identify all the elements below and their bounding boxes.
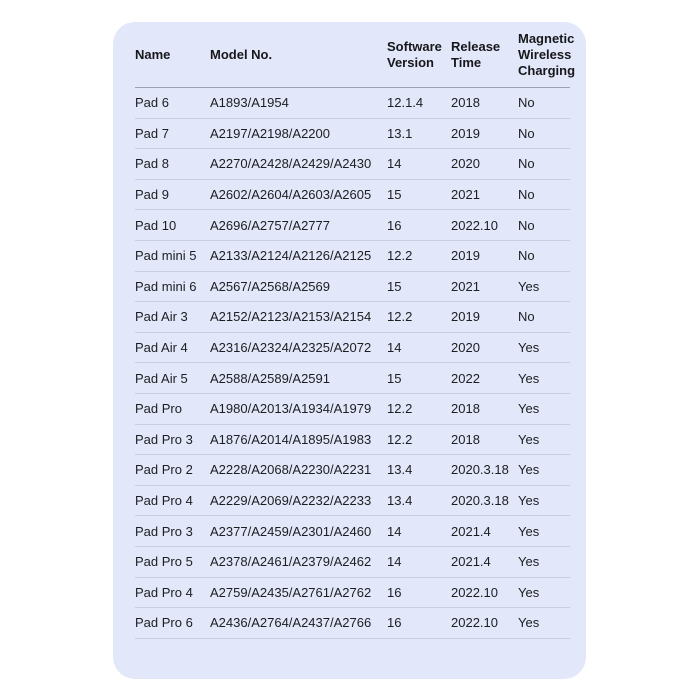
cell-model-no: A1893/A1954	[210, 95, 289, 111]
cell-model-no: A2377/A2459/A2301/A2460	[210, 523, 372, 539]
cell-magnetic-wireless-charging: No	[518, 156, 535, 172]
column-header-release-time: Release Time	[451, 38, 501, 70]
cell-model-no: A2229/A2069/A2232/A2233	[210, 493, 372, 509]
table-row	[135, 88, 570, 119]
table-row	[135, 455, 570, 486]
cell-software-version: 12.1.4	[387, 95, 424, 111]
table-row	[135, 149, 570, 180]
cell-magnetic-wireless-charging: Yes	[518, 370, 540, 386]
cell-magnetic-wireless-charging: Yes	[518, 431, 540, 447]
cell-software-version: 15	[387, 187, 402, 203]
cell-name: Pad Air 3	[135, 309, 188, 325]
cell-software-version: 14	[387, 340, 402, 356]
cell-name: Pad 10	[135, 217, 177, 233]
cell-name: Pad Pro 3	[135, 523, 193, 539]
cell-model-no: A2588/A2589/A2591	[210, 370, 330, 386]
cell-name: Pad 7	[135, 125, 169, 141]
cell-magnetic-wireless-charging: Yes	[518, 340, 540, 356]
cell-model-no: A1980/A2013/A1934/A1979	[210, 401, 372, 417]
cell-name: Pad Pro 5	[135, 554, 193, 570]
cell-model-no: A1876/A2014/A1895/A1983	[210, 431, 372, 447]
cell-name: Pad Pro 4	[135, 584, 193, 600]
cell-software-version: 16	[387, 217, 402, 233]
cell-release-time: 2021.4	[451, 523, 491, 539]
cell-magnetic-wireless-charging: Yes	[518, 462, 540, 478]
table-row	[135, 486, 570, 517]
cell-magnetic-wireless-charging: Yes	[518, 584, 540, 600]
cell-model-no: A2567/A2568/A2569	[210, 278, 330, 294]
cell-model-no: A2602/A2604/A2603/A2605	[210, 187, 372, 203]
table-row	[135, 578, 570, 609]
cell-name: Pad Pro 3	[135, 431, 193, 447]
cell-software-version: 12.2	[387, 431, 413, 447]
cell-software-version: 14	[387, 156, 402, 172]
table-row	[135, 516, 570, 547]
cell-software-version: 13.4	[387, 493, 413, 509]
cell-release-time: 2020.3.18	[451, 462, 509, 478]
table-row	[135, 241, 570, 272]
cell-model-no: A2759/A2435/A2761/A2762	[210, 584, 372, 600]
cell-model-no: A2270/A2428/A2429/A2430	[210, 156, 372, 172]
cell-name: Pad 9	[135, 187, 169, 203]
cell-software-version: 16	[387, 615, 402, 631]
cell-magnetic-wireless-charging: Yes	[518, 493, 540, 509]
cell-magnetic-wireless-charging: No	[518, 187, 535, 203]
table-row	[135, 425, 570, 456]
cell-release-time: 2022.10	[451, 217, 498, 233]
cell-software-version: 15	[387, 370, 402, 386]
cell-magnetic-wireless-charging: Yes	[518, 401, 540, 417]
cell-name: Pad Pro 4	[135, 493, 193, 509]
cell-model-no: A2378/A2461/A2379/A2462	[210, 554, 372, 570]
cell-magnetic-wireless-charging: Yes	[518, 523, 540, 539]
cell-magnetic-wireless-charging: No	[518, 248, 535, 264]
cell-software-version: 15	[387, 278, 402, 294]
column-header-name: Name	[135, 46, 171, 62]
cell-release-time: 2021	[451, 278, 480, 294]
cell-model-no: A2436/A2764/A2437/A2766	[210, 615, 372, 631]
cell-magnetic-wireless-charging: No	[518, 95, 535, 111]
cell-magnetic-wireless-charging: Yes	[518, 278, 540, 294]
cell-magnetic-wireless-charging: No	[518, 309, 535, 325]
table-body	[135, 88, 570, 639]
cell-release-time: 2021.4	[451, 554, 491, 570]
cell-model-no: A2197/A2198/A2200	[210, 125, 330, 141]
table-row	[135, 302, 570, 333]
column-header-software-version: Software Version	[387, 38, 442, 70]
cell-release-time: 2022.10	[451, 615, 498, 631]
cell-magnetic-wireless-charging: Yes	[518, 615, 540, 631]
cell-model-no: A2316/A2324/A2325/A2072	[210, 340, 372, 356]
cell-magnetic-wireless-charging: No	[518, 217, 535, 233]
table-row	[135, 210, 570, 241]
cell-release-time: 2022	[451, 370, 480, 386]
cell-model-no: A2133/A2124/A2126/A2125	[210, 248, 372, 264]
table-row	[135, 180, 570, 211]
column-header-model-no: Model No.	[210, 46, 273, 62]
cell-software-version: 16	[387, 584, 402, 600]
cell-software-version: 12.2	[387, 309, 413, 325]
cell-release-time: 2020	[451, 156, 480, 172]
cell-release-time: 2021	[451, 187, 480, 203]
table-row	[135, 272, 570, 303]
cell-software-version: 14	[387, 554, 402, 570]
cell-name: Pad Pro 2	[135, 462, 193, 478]
table-row	[135, 547, 570, 578]
cell-name: Pad 8	[135, 156, 169, 172]
cell-software-version: 12.2	[387, 401, 413, 417]
cell-model-no: A2696/A2757/A2777	[210, 217, 330, 233]
cell-name: Pad 6	[135, 95, 169, 111]
cell-magnetic-wireless-charging: No	[518, 125, 535, 141]
cell-name: Pad Pro	[135, 401, 182, 417]
table-header	[135, 22, 576, 88]
cell-software-version: 12.2	[387, 248, 413, 264]
table-row	[135, 333, 570, 364]
cell-name: Pad Pro 6	[135, 615, 193, 631]
cell-model-no: A2152/A2123/A2153/A2154	[210, 309, 372, 325]
cell-name: Pad Air 4	[135, 340, 188, 356]
cell-software-version: 13.4	[387, 462, 413, 478]
cell-release-time: 2018	[451, 95, 480, 111]
table-row	[135, 394, 570, 425]
cell-software-version: 14	[387, 523, 402, 539]
cell-name: Pad mini 5	[135, 248, 197, 264]
cell-release-time: 2019	[451, 309, 480, 325]
cell-name: Pad Air 5	[135, 370, 188, 386]
cell-magnetic-wireless-charging: Yes	[518, 554, 540, 570]
column-header-magnetic-wireless-charging: Magnetic Wireless Charging	[518, 30, 576, 78]
cell-release-time: 2018	[451, 431, 480, 447]
spec-table-card	[113, 22, 586, 679]
cell-release-time: 2020	[451, 340, 480, 356]
table-row	[135, 363, 570, 394]
table-row	[135, 119, 570, 150]
cell-release-time: 2022.10	[451, 584, 498, 600]
cell-software-version: 13.1	[387, 125, 413, 141]
cell-release-time: 2019	[451, 125, 480, 141]
cell-name: Pad mini 6	[135, 278, 197, 294]
cell-release-time: 2020.3.18	[451, 493, 509, 509]
cell-model-no: A2228/A2068/A2230/A2231	[210, 462, 372, 478]
table-row	[135, 608, 570, 639]
cell-release-time: 2019	[451, 248, 480, 264]
cell-release-time: 2018	[451, 401, 480, 417]
